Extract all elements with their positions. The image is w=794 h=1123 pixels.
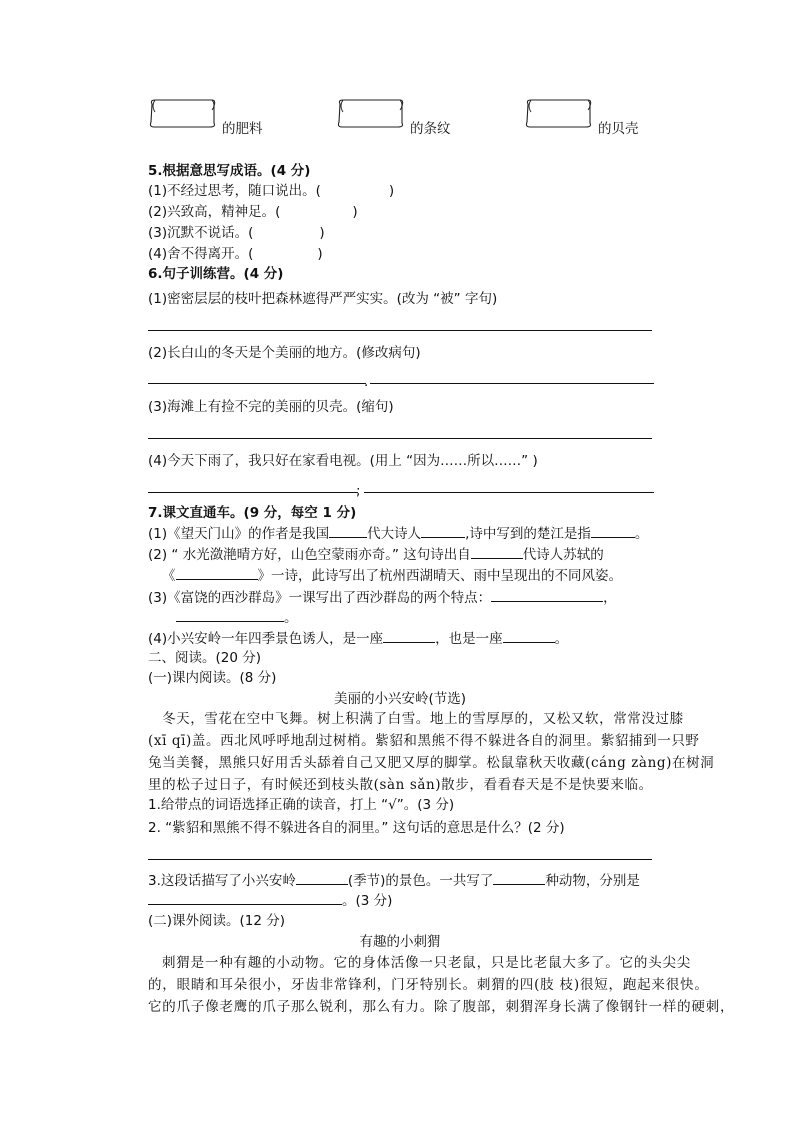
- q7-blank-forest-2[interactable]: [503, 628, 555, 643]
- passage1-title: 美丽的小兴安岭(节选): [333, 691, 467, 707]
- q7-line-2: (2) “ 水光潋滟晴方好，山色空蒙雨亦奇。” 这句诗出自 代诗人苏轼的: [148, 544, 604, 565]
- q5-item-1: (1)不经过思考，随口说出。( ): [148, 183, 395, 199]
- q7-blank-poet[interactable]: [421, 523, 465, 538]
- q7-line-6: (4)小兴安岭一年四季景色诱人，是一座 ，也是一座 。: [148, 628, 568, 649]
- reading-sub1-title: (一)课内阅读。(8 分): [148, 670, 277, 686]
- q7-blank-feature-1[interactable]: [491, 587, 603, 602]
- q7-blank-feature-2[interactable]: [176, 607, 284, 622]
- q5-item-4: (4)舍不得离开。( ): [148, 246, 323, 262]
- q6-item-2: (2)长白山的冬天是个美丽的地方。(修改病句): [148, 345, 421, 361]
- q6-answer-line-4a[interactable]: [148, 492, 358, 493]
- reading-sub2-title: (二)课外阅读。(12 分): [148, 913, 286, 929]
- scroll-blank-1: [146, 96, 218, 130]
- q6-item-1: (1)密密层层的枝叶把森林遮得严严实实。(改为 “被” 字句): [148, 291, 498, 307]
- q6-answer-line-2b[interactable]: [370, 383, 654, 384]
- q7-blank-dynasty-1[interactable]: [329, 523, 367, 538]
- scroll-blank-3: [522, 96, 594, 130]
- reading-q3-line-1: 3.这段话描写了小兴安岭 (季节)的景色。一共写了 种动物，分别是: [148, 870, 640, 891]
- reading-q3-blank-season[interactable]: [296, 870, 348, 885]
- q7-line-4: (3)《富饶的西沙群岛》一课写出了西沙群岛的两个特点： ，: [148, 587, 617, 608]
- scroll-suffix-3: 的贝壳: [598, 121, 639, 137]
- q7-title: 7.课文直通车。(9 分，每空 1 分): [148, 505, 357, 521]
- q7-blank-river[interactable]: [591, 523, 635, 538]
- q6-answer-line-3[interactable]: [148, 438, 652, 439]
- reading-q3-blank-count[interactable]: [493, 870, 545, 885]
- section2-title: 二、阅读。(20 分): [148, 650, 262, 666]
- q6-item-3: (3)海滩上有捡不完的美丽的贝壳。(缩句): [148, 399, 394, 415]
- q6-title: 6.句子训练营。(4 分): [148, 266, 284, 282]
- passage1-line-2: (xī qī)盖。西北风呼呼地刮过树梢。紫貂和黑熊不得不躲进各自的洞里。紫貂捕到一只野: [148, 733, 700, 749]
- q6-item-4: (4)今天下雨了，我只好在家看电视。(用上 “因为……所以……” ): [148, 453, 538, 469]
- reading-q1: 1.给带点的词语选择正确的读音，打上 “√”。(3 分): [148, 797, 455, 813]
- q6-line-separator-2: ;: [356, 483, 361, 499]
- passage2-title: 有趣的小刺猬: [359, 934, 441, 950]
- passage2-line-1: 刺猬是一种有趣的小动物。它的身体活像一只老鼠，只是比老鼠大多了。它的头尖尖: [162, 955, 692, 971]
- passage1-line-3: 兔当美餐，黑熊只好用舌头舔着自己又肥又厚的脚掌。松鼠靠秋天收藏(cáng zàng)在树洞: [148, 755, 715, 771]
- passage2-line-3: 它的爪子像老鹰的爪子那么锐利，那么有力。除了腹部，刺猬浑身长满了像钢针一样的硬刺，: [148, 999, 735, 1015]
- scroll-suffix-1: 的肥料: [222, 121, 263, 137]
- scroll-suffix-2: 的条纹: [410, 121, 451, 137]
- q6-line-separator: .: [364, 374, 369, 390]
- reading-q2: 2. “紫貂和黑熊不得不躲进各自的洞里。” 这句话的意思是什么？(2 分): [148, 820, 565, 836]
- reading-q3-blank-animals[interactable]: [148, 890, 342, 905]
- q6-answer-line-1[interactable]: [148, 330, 652, 331]
- reading-q2-answer-line[interactable]: [148, 859, 652, 860]
- q5-item-2: (2)兴致高，精神足。( ): [148, 204, 358, 220]
- q6-answer-line-4b[interactable]: [364, 492, 654, 493]
- passage1-line-4: 里的松子过日子，有时候还到枝头散(sàn sǎn)散步，看看春天是不是快要来临。: [148, 777, 653, 793]
- passage2-line-2: 的，眼睛和耳朵很小，牙齿非常锋利，门牙特别长。刺猬的四(肢 枝)很短，跑起来很快。: [148, 977, 709, 993]
- scroll-blank-2: [334, 96, 406, 130]
- q7-line-3: 《 》一诗，此诗写出了杭州西湖晴天、雨中呈现出的不同风姿。: [162, 565, 622, 586]
- reading-q3-line-2: 。(3 分): [148, 890, 392, 911]
- q7-blank-dynasty-2[interactable]: [471, 544, 523, 559]
- passage1-line-1: 冬天，雪花在空中飞舞。树上积满了白雪。地上的雪厚厚的，又松又软，常常没过膝: [162, 711, 684, 727]
- q7-line-1: (1)《望天门山》的作者是我国 代大诗人 ,诗中写到的楚江是指 。: [148, 523, 648, 544]
- q5-item-3: (3)沉默不说话。( ): [148, 225, 325, 241]
- q6-answer-line-2a[interactable]: [148, 383, 366, 384]
- q7-blank-forest-1[interactable]: [383, 628, 435, 643]
- q5-title: 5.根据意思写成语。(4 分): [148, 163, 311, 179]
- q7-blank-poem-title[interactable]: [176, 565, 258, 580]
- q7-line-5: 。: [176, 607, 298, 628]
